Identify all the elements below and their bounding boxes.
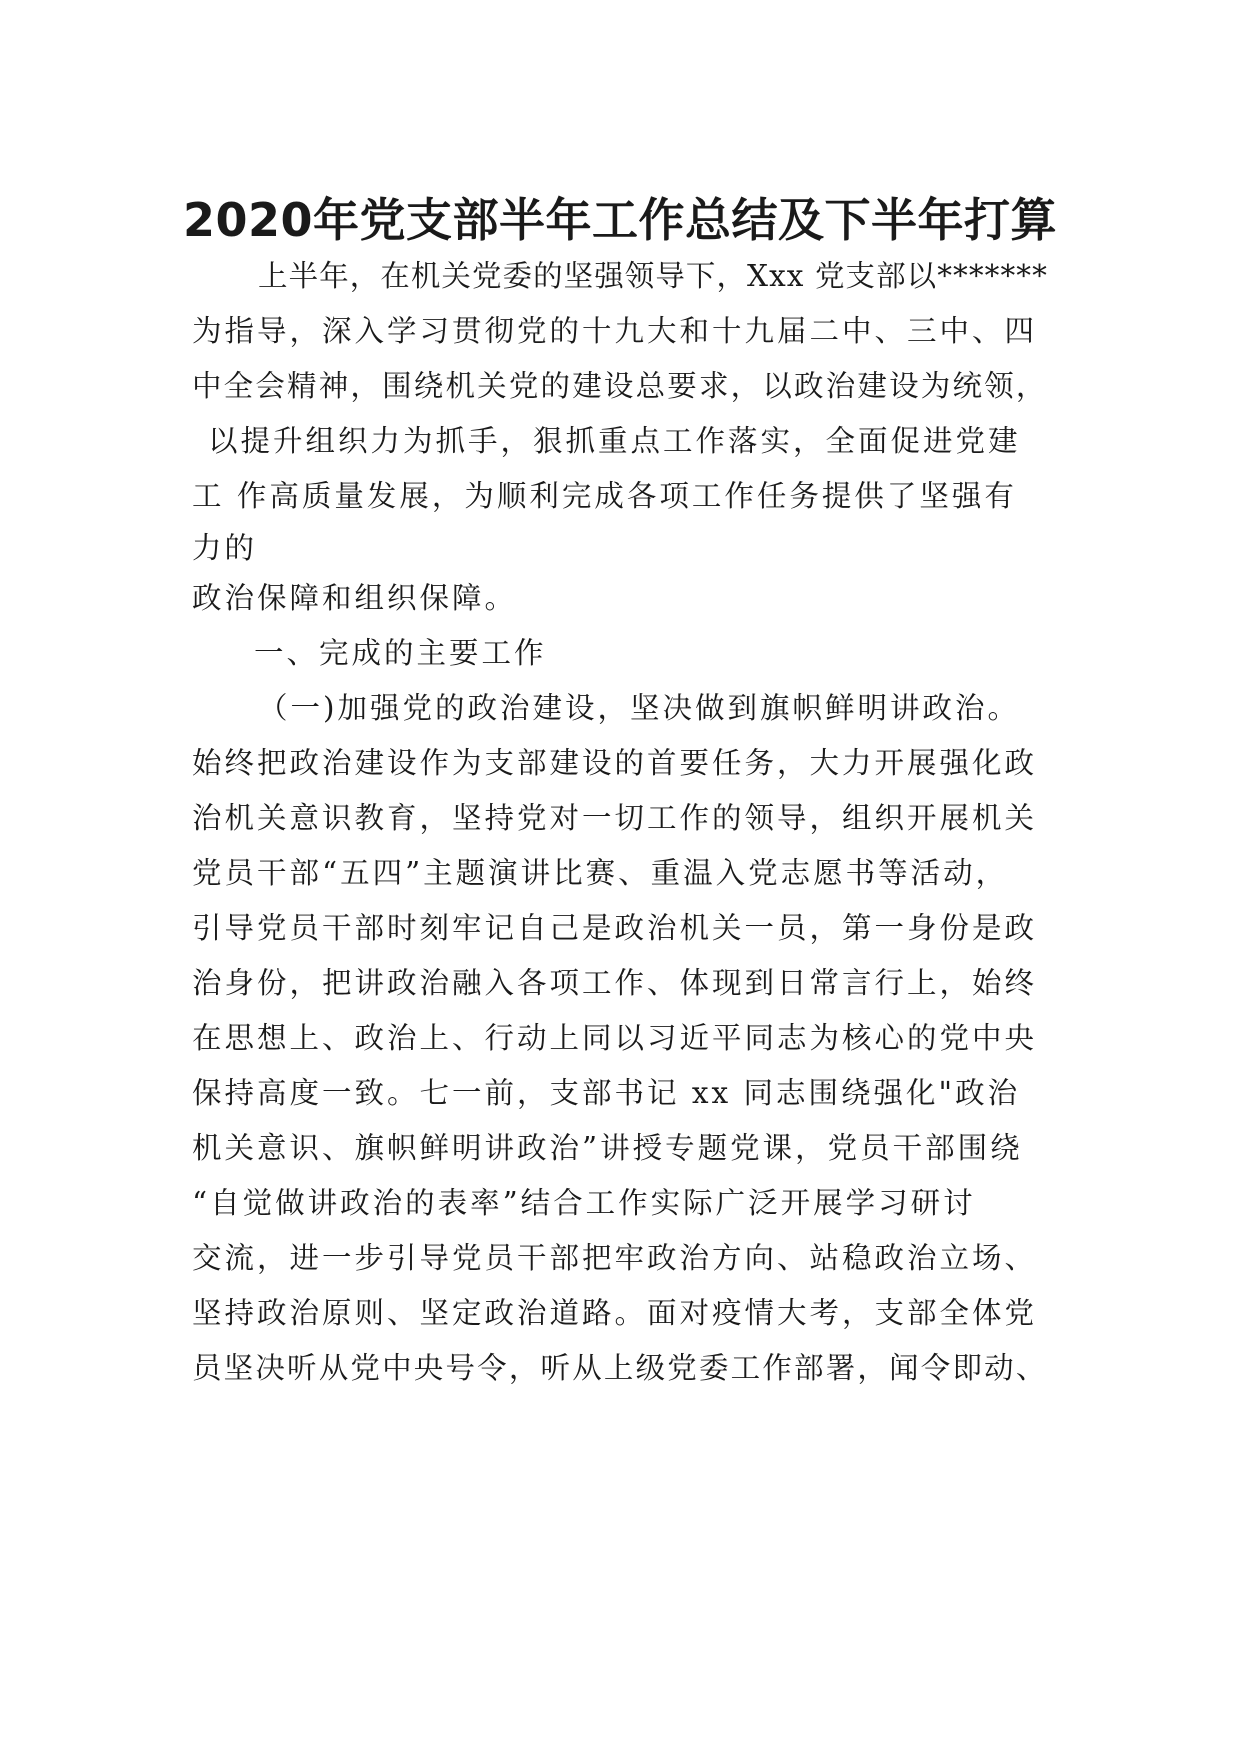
paragraph-line: 治身份，把讲政治融入各项工作、体现到日常言行上，始终 xyxy=(192,966,1038,1000)
paragraph-line: 治机关意识教育，坚持党对一切工作的领导，组织开展机关 xyxy=(192,801,1038,835)
paragraph-line: 引导党员干部时刻牢记自己是政治机关一员，第一身份是政 xyxy=(192,911,1038,945)
paragraph-line: 在思想上、政治上、行动上同以习近平同志为核心的党中央 xyxy=(192,1021,1038,1055)
paragraph-line: 保持高度一致。七一前，支部书记 xx 同志围绕强化"政治 xyxy=(192,1076,1021,1110)
paragraph-line: 员坚决听从党中央号令，听从上级党委工作部署，闻令即动、 xyxy=(192,1351,1048,1385)
paragraph-line: 工 作高质量发展，为顺利完成各项工作任务提供了坚强有 xyxy=(192,479,1017,513)
paragraph-line: 以提升组织力为抓手，狠抓重点工作落实，全面促进党建 xyxy=(208,424,1021,458)
paragraph-line: 政治保障和组织保障。 xyxy=(192,581,518,615)
paragraph-line: 中全会精神，围绕机关党的建设总要求，以政治建设为统领， xyxy=(192,369,1048,403)
paragraph-line: 始终把政治建设作为支部建设的首要任务，大力开展强化政 xyxy=(192,746,1038,780)
document-title: 2020年党支部半年工作总结及下半年打算 xyxy=(182,193,1058,247)
subsection-heading: （一)加强党的政治建设，坚决做到旗帜鲜明讲政治。 xyxy=(258,691,1021,725)
paragraph-line: 上半年，在机关党委的坚强领导下，Xxx 党支部以******* xyxy=(258,259,1048,293)
paragraph-line: “自觉做讲政治的表率”结合工作实际广泛开展学习研讨 xyxy=(192,1186,976,1220)
paragraph-line: 坚持政治原则、坚定政治道路。面对疫情大考，支部全体党 xyxy=(192,1296,1038,1330)
paragraph-line: 机关意识、旗帜鲜明讲政治”讲授专题党课，党员干部围绕 xyxy=(192,1131,1023,1165)
paragraph-line: 力的 xyxy=(192,531,258,565)
paragraph-line: 为指导，深入学习贯彻党的十九大和十九届二中、三中、四 xyxy=(192,314,1038,348)
section-heading: 一、完成的主要工作 xyxy=(254,636,547,670)
paragraph-line: 党员干部“五四”主题演讲比赛、重温入党志愿书等活动， xyxy=(192,856,1009,890)
paragraph-line: 交流，进一步引导党员干部把牢政治方向、站稳政治立场、 xyxy=(192,1241,1038,1275)
